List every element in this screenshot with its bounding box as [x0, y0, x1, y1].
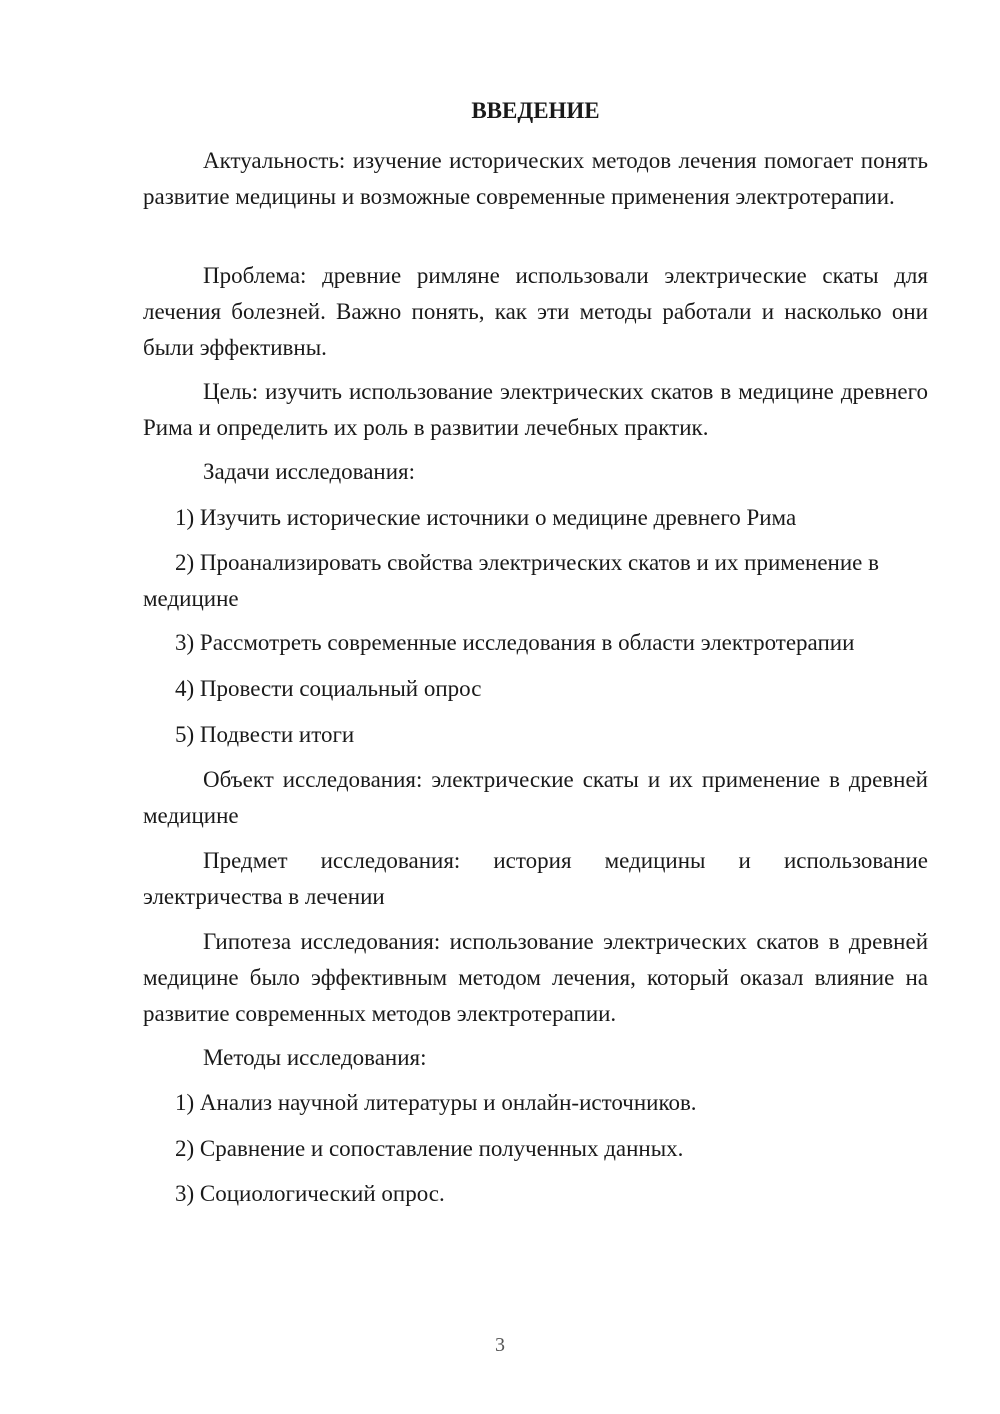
- task-item-2: 2) Проанализировать свойства электрических скатов и их применение в медицине: [143, 550, 879, 611]
- method-item-1: 1) Анализ научной литературы и онлайн-источников.: [175, 1090, 697, 1115]
- object-paragraph: Объект исследования: электрические скаты и их применение в древней медицине: [143, 767, 928, 828]
- method-item-2: 2) Сравнение и сопоставление полученных данных.: [175, 1136, 684, 1161]
- methods-heading: Методы исследования:: [203, 1045, 427, 1070]
- method-item-3: 3) Социологический опрос.: [175, 1181, 445, 1206]
- task-item-4: 4) Провести социальный опрос: [175, 676, 482, 701]
- relevance-paragraph: Актуальность: изучение исторических методов лечения помогает понять развитие медицины и возможные современные применения электротерапии.: [143, 148, 928, 209]
- subject-paragraph: Предмет исследования: история медицины и использование электричества в лечении: [143, 848, 928, 909]
- task-item-5: 5) Подвести итоги: [175, 722, 355, 747]
- goal-paragraph: Цель: изучить использование электрических скатов в медицине древнего Рима и определить их роль в развитии лечебных практик.: [143, 379, 928, 440]
- section-title: ВВЕДЕНИЕ: [471, 98, 600, 123]
- page-number: 3: [495, 1334, 505, 1356]
- problem-paragraph: Проблема: древние римляне использовали электрические скаты для лечения болезней. Важно понять, как эти методы работали и насколько они были эффективны.: [143, 263, 928, 360]
- tasks-heading: Задачи исследования:: [203, 459, 416, 484]
- hypothesis-paragraph: Гипотеза исследования: использование электрических скатов в древней медицине было эффективным методом лечения, который оказал влияние на развитие современных методов электротерапии.: [143, 929, 928, 1026]
- task-item-1: 1) Изучить исторические источники о медицине древнего Рима: [175, 505, 797, 530]
- task-item-3: 3) Рассмотреть современные исследования в области электротерапии: [175, 630, 855, 655]
